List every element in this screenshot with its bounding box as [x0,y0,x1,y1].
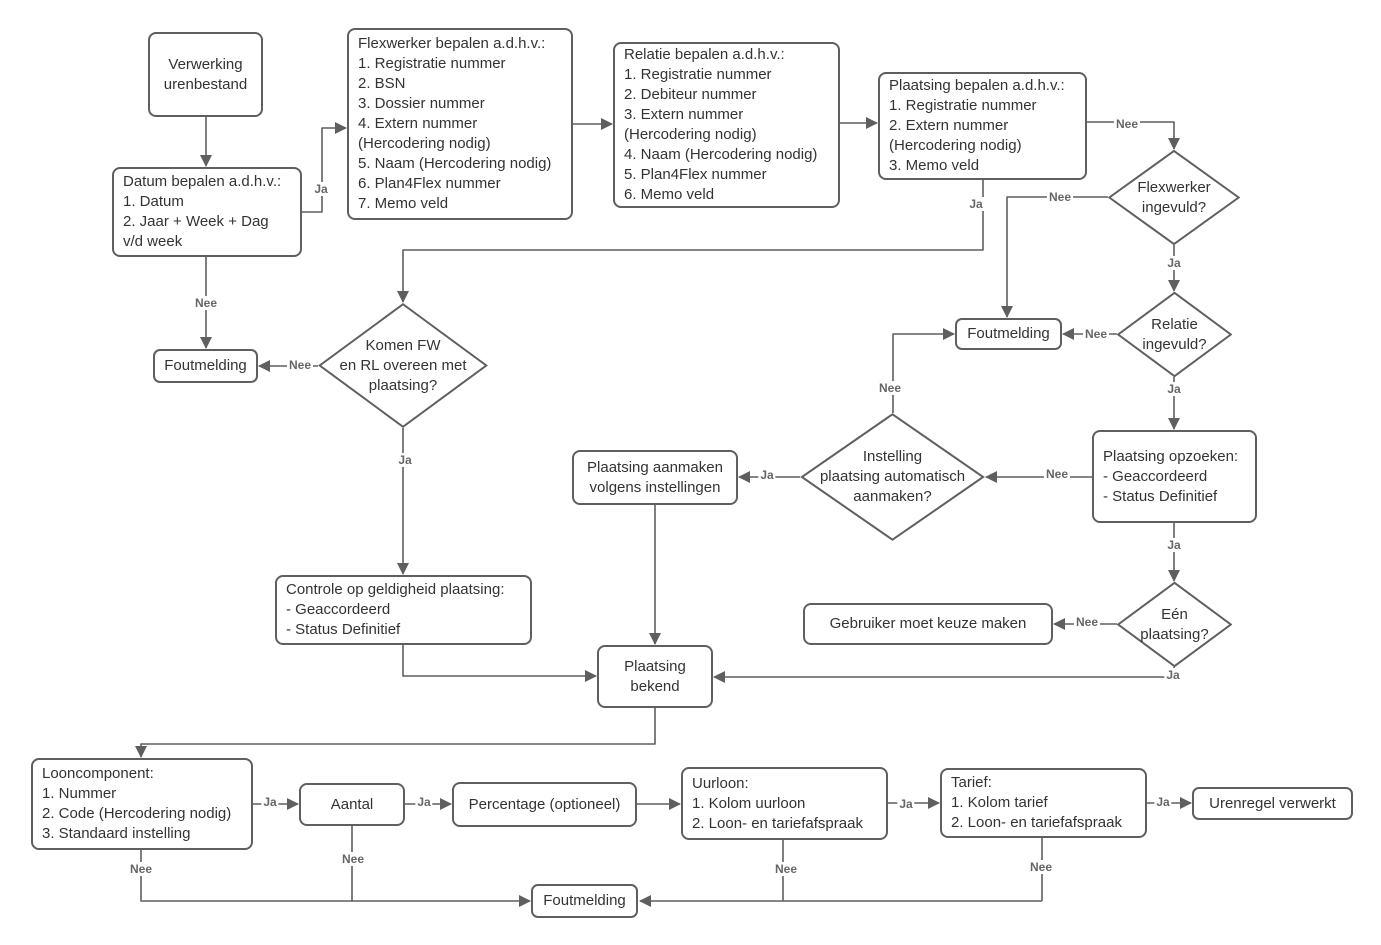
edge-label-ja: Ja [1156,795,1170,809]
text-line: 1. Registratie nummer [624,66,772,83]
edge-label-ja: Ja [1167,382,1181,396]
text-line: volgens instellingen [589,478,721,496]
edge-label-nee: Nee [774,862,798,876]
edge-een-plaatsing-to-plaatsing-bekend [714,667,1174,677]
text-line: Controle op geldigheid plaatsing: [286,581,505,598]
node-instelling-automatisch [800,413,985,541]
text-line: Plaatsing [624,657,686,675]
edge-label-ja: Ja [1166,668,1180,682]
text-line: (Hercodering nodig) [358,135,491,152]
node-flexwerker-bepalen [347,28,573,220]
node-plaatsing-opzoeken [1092,430,1257,523]
edge-label-nee: Nee [288,358,312,372]
text-line: 1. Datum [123,193,184,210]
node-plaatsing-aanmaken [572,450,738,505]
text-line: 1. Nummer [42,785,117,802]
text-line: Flexwerker bepalen a.d.h.v.: [358,35,546,52]
edge-label-nee: Nee [341,852,365,866]
node-relatie-bepalen [613,42,840,208]
text-line: plaatsing? [368,376,438,394]
edge-datum-to-flexwerker [302,128,346,212]
text-line: Eén [1161,605,1188,623]
text-line: aanmaken? [853,488,932,505]
text-line: ingevuld? [1142,335,1207,353]
text-line: Komen FW [365,336,441,354]
text-line: - Status Definitief [1103,487,1218,505]
text-line: Foutmelding [967,325,1050,342]
edge-label-ja: Ja [417,795,431,809]
text-line: (Hercodering nodig) [889,137,1022,154]
text-line: 3. Memo veld [889,157,980,174]
node-komen-overeen [318,303,488,428]
text-line: 1. Kolom uurloon [692,794,806,812]
text-line: Looncomponent: [42,765,154,782]
node-datum-bepalen [112,167,302,257]
text-line: plaatsing automatisch [819,468,966,485]
text-line: Plaatsing opzoeken: [1103,447,1239,465]
text-line: plaatsing? [1140,625,1209,643]
node-gebruiker-keuze [803,603,1053,645]
edge-label-nee: Nee [1075,615,1099,629]
text-line: 2. Jaar + Week + Dag [123,213,269,230]
node-aantal [299,783,405,826]
text-line: Datum bepalen a.d.h.v.: [123,173,282,190]
text-line: Tarief: [951,774,992,791]
text-line: en RL overeen met [339,356,467,374]
node-looncomponent [31,758,253,850]
edge-instelling-to-foutmelding-midden [893,334,954,413]
text-line: 2. Loon- en tariefafspraak [692,814,863,832]
text-line: Instelling [862,448,923,465]
text-line: 2. BSN [358,75,406,92]
text-line: ingevuld? [1141,198,1207,216]
node-plaatsing-bepalen [878,72,1087,180]
node-percentage [452,782,637,827]
text-line: - Geaccordeerd [1103,467,1208,485]
edge-label-nee: Nee [1045,467,1069,481]
edge-label-nee: Nee [1115,117,1139,131]
node-verwerking-urenbestand [148,32,263,117]
edge-label-ja: Ja [899,797,913,811]
text-line: Foutmelding [543,892,626,909]
node-een-plaatsing [1117,582,1232,667]
node-relatie-ingevuld [1117,292,1232,377]
edge-label-ja: Ja [314,182,328,196]
text-line: (Hercodering nodig) [624,126,757,143]
text-line: Plaatsing bepalen a.d.h.v.: [889,77,1065,94]
edge-controle-to-plaatsing-bekend [403,645,596,676]
text-line: 3. Standaard instelling [42,825,191,842]
node-foutmelding-midden [955,318,1062,350]
text-line: bekend [630,677,680,695]
text-line: 6. Plan4Flex nummer [358,175,501,192]
text-line: urenbestand [163,75,248,93]
text-line: Relatie bepalen a.d.h.v.: [624,46,785,63]
node-controle-geldigheid [275,575,532,645]
text-line: 2. Debiteur nummer [624,86,757,103]
edge-label-ja: Ja [1167,256,1181,270]
edge-label-nee: Nee [194,296,218,310]
text-line: 2. Loon- en tariefafspraak [951,814,1122,831]
text-line: - Geaccordeerd [286,601,391,618]
node-flexwerker-ingevuld [1108,150,1240,245]
edge-flexwerker-ingevuld-to-foutmelding-midden [1007,197,1108,317]
edge-label-nee: Nee [1084,327,1108,341]
edge-label-ja: Ja [263,795,277,809]
edge-label-ja: Ja [760,468,774,482]
text-line: 3. Extern nummer [624,106,744,123]
node-foutmelding-links [153,349,258,383]
text-line: v/d week [123,233,183,250]
text-line: Urenregel verwerkt [1209,794,1336,812]
text-line: Verwerking [168,55,243,73]
node-foutmelding-onder [531,884,638,918]
text-line: 7. Memo veld [358,195,449,212]
text-line: Plaatsing aanmaken [587,458,723,476]
text-line: 2. Extern nummer [889,117,1009,134]
edge-label-nee: Nee [129,862,153,876]
text-line: Flexwerker [1137,178,1211,196]
edge-label-nee: Nee [878,381,902,395]
text-line: Relatie [1151,315,1198,333]
node-tarief [940,768,1147,838]
edge-plaatsing-bekend-to-looncomponent [141,708,655,757]
edge-label-nee: Nee [1029,860,1053,874]
text-line: 1. Registratie nummer [889,97,1037,114]
text-line: Foutmelding [164,357,247,374]
edge-label-ja: Ja [398,453,412,467]
edge-label-ja: Ja [969,197,983,211]
edge-looncomponent-to-foutmelding-onder [141,850,530,901]
text-line: Percentage (optioneel) [468,795,621,813]
text-line: 5. Naam (Hercodering nodig) [358,155,552,172]
text-line: 2. Code (Hercodering nodig) [42,805,232,822]
node-uurloon [681,767,888,840]
text-line: 4. Extern nummer [358,115,478,132]
text-line: 1. Kolom tarief [951,794,1048,811]
text-line: Aantal [330,795,374,813]
text-line: Gebruiker moet keuze maken [829,615,1027,632]
text-line: - Status Definitief [286,621,401,638]
node-plaatsing-bekend [597,645,713,708]
edge-label-ja: Ja [1167,538,1181,552]
text-line: 3. Dossier nummer [358,95,485,112]
text-line: 1. Registratie nummer [358,55,506,72]
text-line: Uurloon: [692,774,749,792]
text-line: 5. Plan4Flex nummer [624,166,767,183]
text-line: 6. Memo veld [624,186,715,203]
node-urenregel-verwerkt [1192,787,1353,820]
edge-label-nee: Nee [1048,190,1072,204]
text-line: 4. Naam (Hercodering nodig) [624,146,818,163]
